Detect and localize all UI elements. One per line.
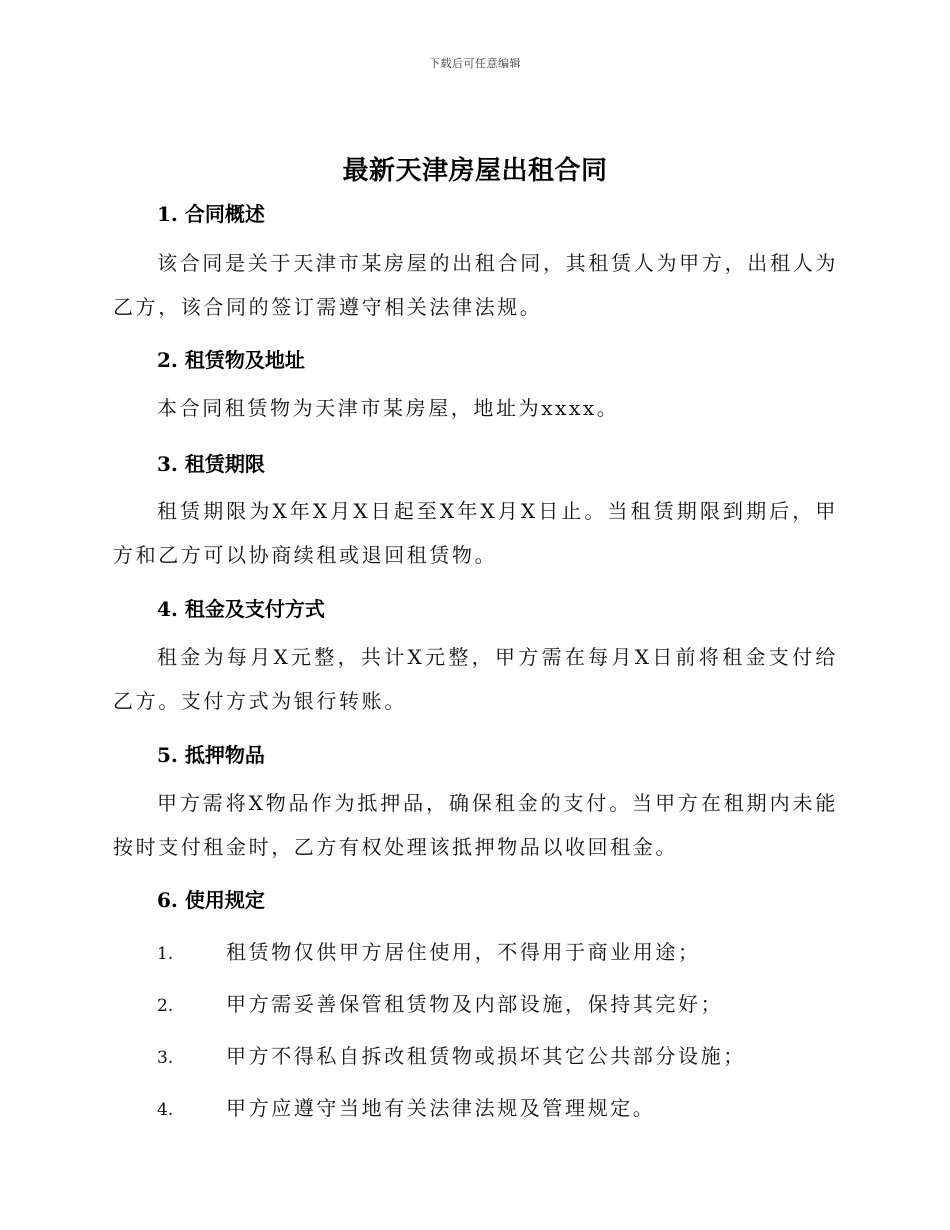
section-heading-6: 6. 使用规定 [157, 888, 265, 912]
section-body-3: 租赁期限为X年X月X日起至X年X月X日止。当租赁期限到期后，甲方和乙方可以协商续租或退回租赁物。 [113, 499, 838, 567]
list-item-text: 甲方应遵守当地有关法律法规及管理规定。 [226, 1096, 656, 1120]
section-body-1: 该合同是关于天津市某房屋的出租合同，其租赁人为甲方，出租人为乙方，该合同的签订需遵守相关法律法规。 [113, 251, 838, 319]
list-item-number: 3. [157, 1048, 174, 1068]
header-note: 下载后可任意编辑 [429, 57, 521, 70]
list-item-number: 2. [157, 996, 174, 1016]
section-heading-3: 3. 租赁期限 [157, 452, 265, 476]
section-heading-5: 5. 抵押物品 [157, 743, 265, 767]
section-heading-2: 2. 租赁物及地址 [157, 348, 305, 372]
document-title: 最新天津房屋出租合同 [342, 156, 608, 186]
section-body-5: 甲方需将X物品作为抵押品，确保租金的支付。当甲方在租期内未能按时支付租金时，乙方有权处理该抵押物品以收回租金。 [113, 791, 838, 859]
list-item-number: 1. [157, 944, 174, 964]
list-item [157, 936, 847, 965]
list-item-text: 甲方需妥善保管租赁物及内部设施，保持其完好； [226, 992, 724, 1016]
list-item [157, 988, 847, 1017]
list-item [157, 1040, 847, 1069]
section-heading-4: 4. 租金及支付方式 [157, 597, 325, 621]
section-heading-1: 1. 合同概述 [157, 202, 265, 226]
list-item-number: 4. [157, 1100, 174, 1120]
list-item [157, 1092, 847, 1121]
section-body-4: 租金为每月X元整，共计X元整，甲方需在每月X日前将租金支付给乙方。支付方式为银行转账。 [113, 645, 838, 713]
list-item-text: 租赁物仅供甲方居住使用，不得用于商业用途； [226, 940, 701, 964]
list-item-text: 甲方不得私自拆改租赁物或损坏其它公共部分设施； [226, 1044, 746, 1068]
section-body-2: 本合同租赁物为天津市某房屋，地址为xxxx。 [157, 396, 620, 420]
